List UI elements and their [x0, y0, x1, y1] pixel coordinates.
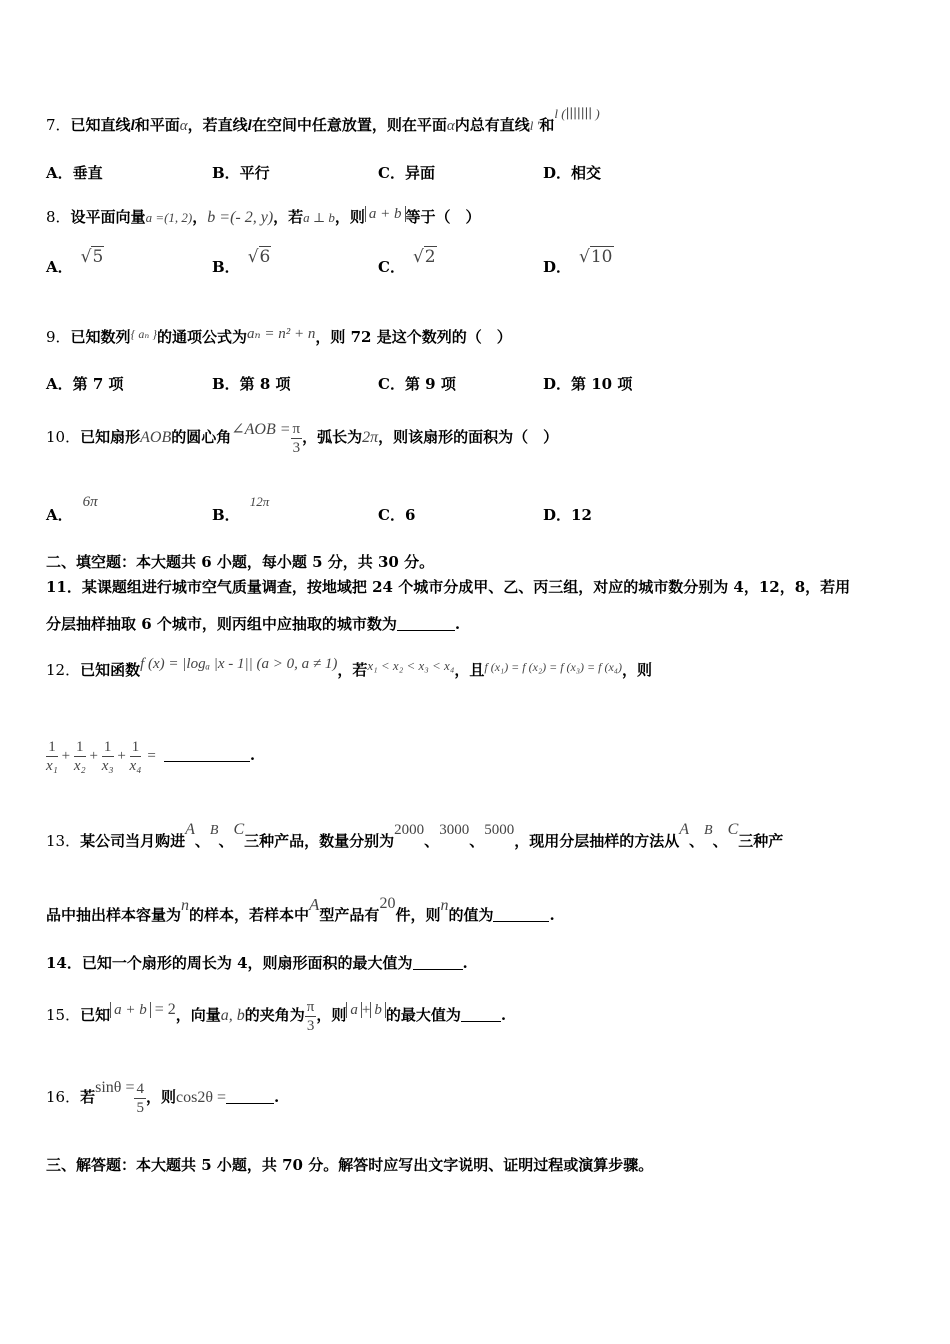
question-16: 16．若sinθ = $\frac{4}{5}$ ，则cos2θ = . [46, 1079, 280, 1116]
answer-blank[interactable] [397, 616, 455, 631]
q8-option-c[interactable]: C． √2 [378, 247, 436, 276]
q7-option-c[interactable]: C．异面 [378, 164, 435, 182]
q10-option-b[interactable]: B．12π [212, 494, 270, 524]
section-3-heading: 三、解答题：本大题共 5 小题，共 70 分。解答时应写出文字说明、证明过程或演算步骤。 [46, 1156, 654, 1174]
q9-option-d[interactable]: D．第 10 项 [543, 375, 633, 393]
question-number: 7． [46, 116, 71, 134]
question-12-sum: $\frac{1}{\text{x₁}}$ + $\frac{1}{\text{x₂}}$ + $\frac{1}{\text{x₃}}$ + $\frac{1}{\text{x₄}}$ = . [46, 738, 256, 774]
fraction-4-over-5: $\frac{4}{5}$ [136, 1080, 144, 1116]
answer-blank[interactable] [493, 907, 549, 922]
question-13-line-2: 品中抽出样本容量为n的样本，若样本中A型产品有20件，则n的值为 . [46, 895, 555, 924]
fraction-pi-over-3: $\frac{\pi}{3}$ [306, 998, 315, 1034]
question-13-line-1: 13．某公司当月购进A、B、C三种产品，数量分别为2000、3000、5000，现用分层抽样的方法从A、B、C三种产 [46, 821, 784, 850]
q8-option-d[interactable]: D． √10 [543, 247, 613, 276]
q7-option-b[interactable]: B．平行 [212, 164, 270, 182]
answer-blank[interactable] [461, 1007, 501, 1022]
q7-option-d[interactable]: D．相交 [543, 164, 602, 182]
sqrt-2: √2 [412, 247, 436, 267]
question-10: 10．已知扇形AOB的圆心角∠AOB = $\frac{\pi}{3}$ ，弧长为2π，则该扇形的面积为（ ） [46, 420, 559, 456]
question-9: 9．已知数列$^{\{ a_n \}}$的通项公式为aₙ = n² + n，则 72 是这个数列的（ ） [46, 326, 512, 346]
q7-option-a[interactable]: A．垂直 [46, 164, 103, 182]
sqrt-5: √5 [80, 247, 104, 267]
q10-option-c[interactable]: C．6 [378, 506, 416, 524]
fraction-pi-over-3: $\frac{\pi}{3}$ [292, 420, 301, 456]
answer-blank[interactable] [164, 747, 250, 762]
question-8: 8．设平面向量a =(1, 2)，b =(- 2, y)，若a ⊥ b，则 a + b 等于（ ） [46, 206, 481, 226]
answer-blank[interactable] [413, 955, 463, 970]
question-15: 15．已知 a + b = 2，向量a, b的夹角为 $\frac{\pi}{3}$ ，则 a + b 的最大值为 . [46, 998, 507, 1034]
q9-option-c[interactable]: C．第 9 项 [378, 375, 456, 393]
q8-option-b[interactable]: B． √6 [212, 247, 271, 276]
q9-option-a[interactable]: A．第 7 项 [46, 375, 124, 393]
q9-option-b[interactable]: B．第 8 项 [212, 375, 291, 393]
answer-blank[interactable] [226, 1089, 274, 1104]
q10-option-d[interactable]: D．12 [543, 506, 592, 524]
q10-option-a[interactable]: A．6π [46, 494, 98, 524]
question-11-line-2: 分层抽样抽取 6 个城市，则丙组中应抽取的城市数为 . [46, 615, 461, 633]
question-14: 14．已知一个扇形的周长为 4，则扇形面积的最大值为 . [46, 954, 468, 972]
section-2-heading: 二、填空题：本大题共 6 小题，每小题 5 分，共 30 分。 [46, 553, 435, 571]
q8-option-a[interactable]: A． √5 [46, 247, 104, 276]
question-11-line-1: 11．某课题组进行城市空气质量调查，按地域把 24 个城市分成甲、乙、丙三组，对应的城市数分别为 4，12，8，若用 [46, 578, 851, 596]
sqrt-6: √6 [247, 247, 271, 267]
question-7: 7．已知直线l和平面α，若直线l在空间中任意放置，则在平面α内总有直线l '和l (∣∣∣∣∣∣∣ ) [46, 106, 600, 134]
sqrt-10: √10 [579, 247, 613, 267]
question-12: 12．已知函数f (x) = |logₐ |x - 1|| (a > 0, a ≠ 1)，若x₁ < x₂ < x₃ < x₄，且$^{f (x_1) = f (x_2) = f (x_3) = f (x_4)}$，则 [46, 656, 652, 679]
